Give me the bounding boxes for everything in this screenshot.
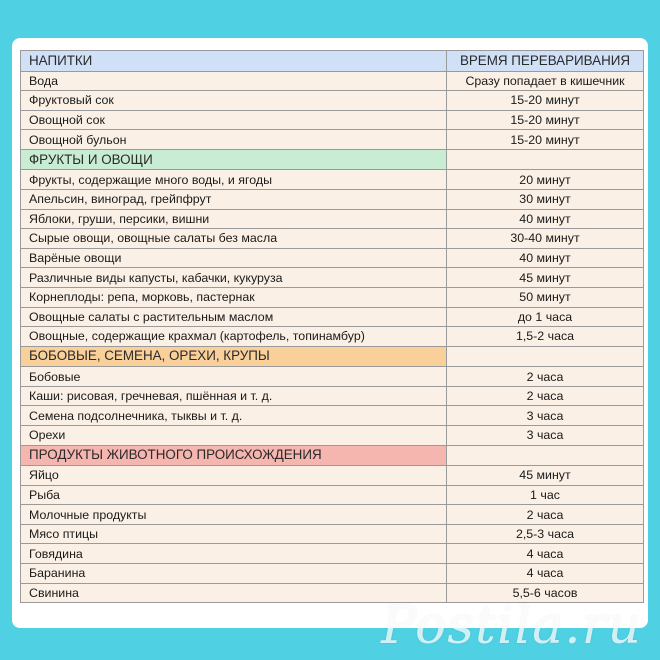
table-row: [21, 71, 644, 91]
food-name: Мясо птицы: [21, 524, 447, 544]
table-row: [21, 406, 644, 426]
digestion-time: 15-20 минут: [447, 91, 644, 111]
food-name: Орехи: [21, 426, 447, 446]
table-row: [21, 466, 644, 486]
food-name: Сырые овощи, овощные салаты без масла: [21, 229, 447, 249]
column-header-time: ВРЕМЯ ПЕРЕВАРИВАНИЯ: [447, 51, 644, 72]
empty-cell: [447, 346, 644, 367]
food-name: Фрукты, содержащие много воды, и ягоды: [21, 170, 447, 190]
digestion-time: 1,5-2 часа: [447, 327, 644, 347]
food-name: Различные виды капусты, кабачки, кукуруза: [21, 268, 447, 288]
food-name: Варёные овощи: [21, 248, 447, 268]
table-row: [21, 505, 644, 525]
food-name: Яйцо: [21, 466, 447, 486]
column-header-drinks: НАПИТКИ: [21, 51, 447, 72]
table-row: [21, 189, 644, 209]
digestion-time: 5,5-6 часов: [447, 583, 644, 603]
table-row: [21, 287, 644, 307]
food-name: Рыба: [21, 485, 447, 505]
food-name: Овощные, содержащие крахмал (картофель, топинамбур): [21, 327, 447, 347]
food-name: Вода: [21, 71, 447, 91]
table-row: [21, 110, 644, 130]
table-row: [21, 209, 644, 229]
digestion-time: 40 минут: [447, 209, 644, 229]
digestion-time: 45 минут: [447, 466, 644, 486]
food-name: Семена подсолнечника, тыквы и т. д.: [21, 406, 447, 426]
digestion-time: 3 часа: [447, 406, 644, 426]
digestion-time: 2 часа: [447, 505, 644, 525]
section-header-drinks: [21, 51, 644, 72]
table-row: [21, 91, 644, 111]
digestion-time: 30-40 минут: [447, 229, 644, 249]
table-row: [21, 564, 644, 584]
digestion-time: 50 минут: [447, 287, 644, 307]
food-name: Молочные продукты: [21, 505, 447, 525]
table-row: [21, 426, 644, 446]
food-name: Каши: рисовая, гречневая, пшённая и т. д.: [21, 386, 447, 406]
food-name: Овощной сок: [21, 110, 447, 130]
digestion-time: 15-20 минут: [447, 110, 644, 130]
table-row: [21, 130, 644, 150]
food-name: Овощные салаты с растительным маслом: [21, 307, 447, 327]
table-row: [21, 386, 644, 406]
table-row: [21, 485, 644, 505]
food-name: Овощной бульон: [21, 130, 447, 150]
table-row: [21, 268, 644, 288]
digestion-time: 40 минут: [447, 248, 644, 268]
digestion-time: 45 минут: [447, 268, 644, 288]
section-header-animal: [21, 445, 644, 466]
table-row: [21, 367, 644, 387]
table-row: [21, 248, 644, 268]
table-row: [21, 544, 644, 564]
digestion-time: 15-20 минут: [447, 130, 644, 150]
table-row: [21, 170, 644, 190]
table-row: [21, 229, 644, 249]
food-name: Корнеплоды: репа, морковь, пастернак: [21, 287, 447, 307]
watermark-logo: Postila.ru: [381, 596, 642, 656]
empty-cell: [447, 445, 644, 466]
food-name: Баранина: [21, 564, 447, 584]
section-title-fruits: ФРУКТЫ И ОВОЩИ: [21, 149, 447, 170]
section-header-fruits: [21, 149, 644, 170]
empty-cell: [447, 149, 644, 170]
digestion-time: 3 часа: [447, 426, 644, 446]
digestion-time: 20 минут: [447, 170, 644, 190]
food-name: Свинина: [21, 583, 447, 603]
table-row: [21, 524, 644, 544]
digestion-time: 1 час: [447, 485, 644, 505]
digestion-time: 4 часа: [447, 564, 644, 584]
section-title-animal: ПРОДУКТЫ ЖИВОТНОГО ПРОИСХОЖДЕНИЯ: [21, 445, 447, 466]
section-header-legumes: [21, 346, 644, 367]
digestion-time: 2 часа: [447, 386, 644, 406]
food-name: Говядина: [21, 544, 447, 564]
section-title-legumes: БОБОВЫЕ, СЕМЕНА, ОРЕХИ, КРУПЫ: [21, 346, 447, 367]
digestion-time: 2 часа: [447, 367, 644, 387]
table-row: [21, 307, 644, 327]
food-name: Яблоки, груши, персики, вишни: [21, 209, 447, 229]
digestion-time: 4 часа: [447, 544, 644, 564]
digestion-time-table: [20, 50, 644, 603]
food-name: Фруктовый сок: [21, 91, 447, 111]
table-row: [21, 327, 644, 347]
food-name: Апельсин, виноград, грейпфрут: [21, 189, 447, 209]
food-name: Бобовые: [21, 367, 447, 387]
digestion-time: до 1 часа: [447, 307, 644, 327]
digestion-time: Сразу попадает в кишечник: [447, 71, 644, 91]
digestion-time: 2,5-3 часа: [447, 524, 644, 544]
digestion-time: 30 минут: [447, 189, 644, 209]
